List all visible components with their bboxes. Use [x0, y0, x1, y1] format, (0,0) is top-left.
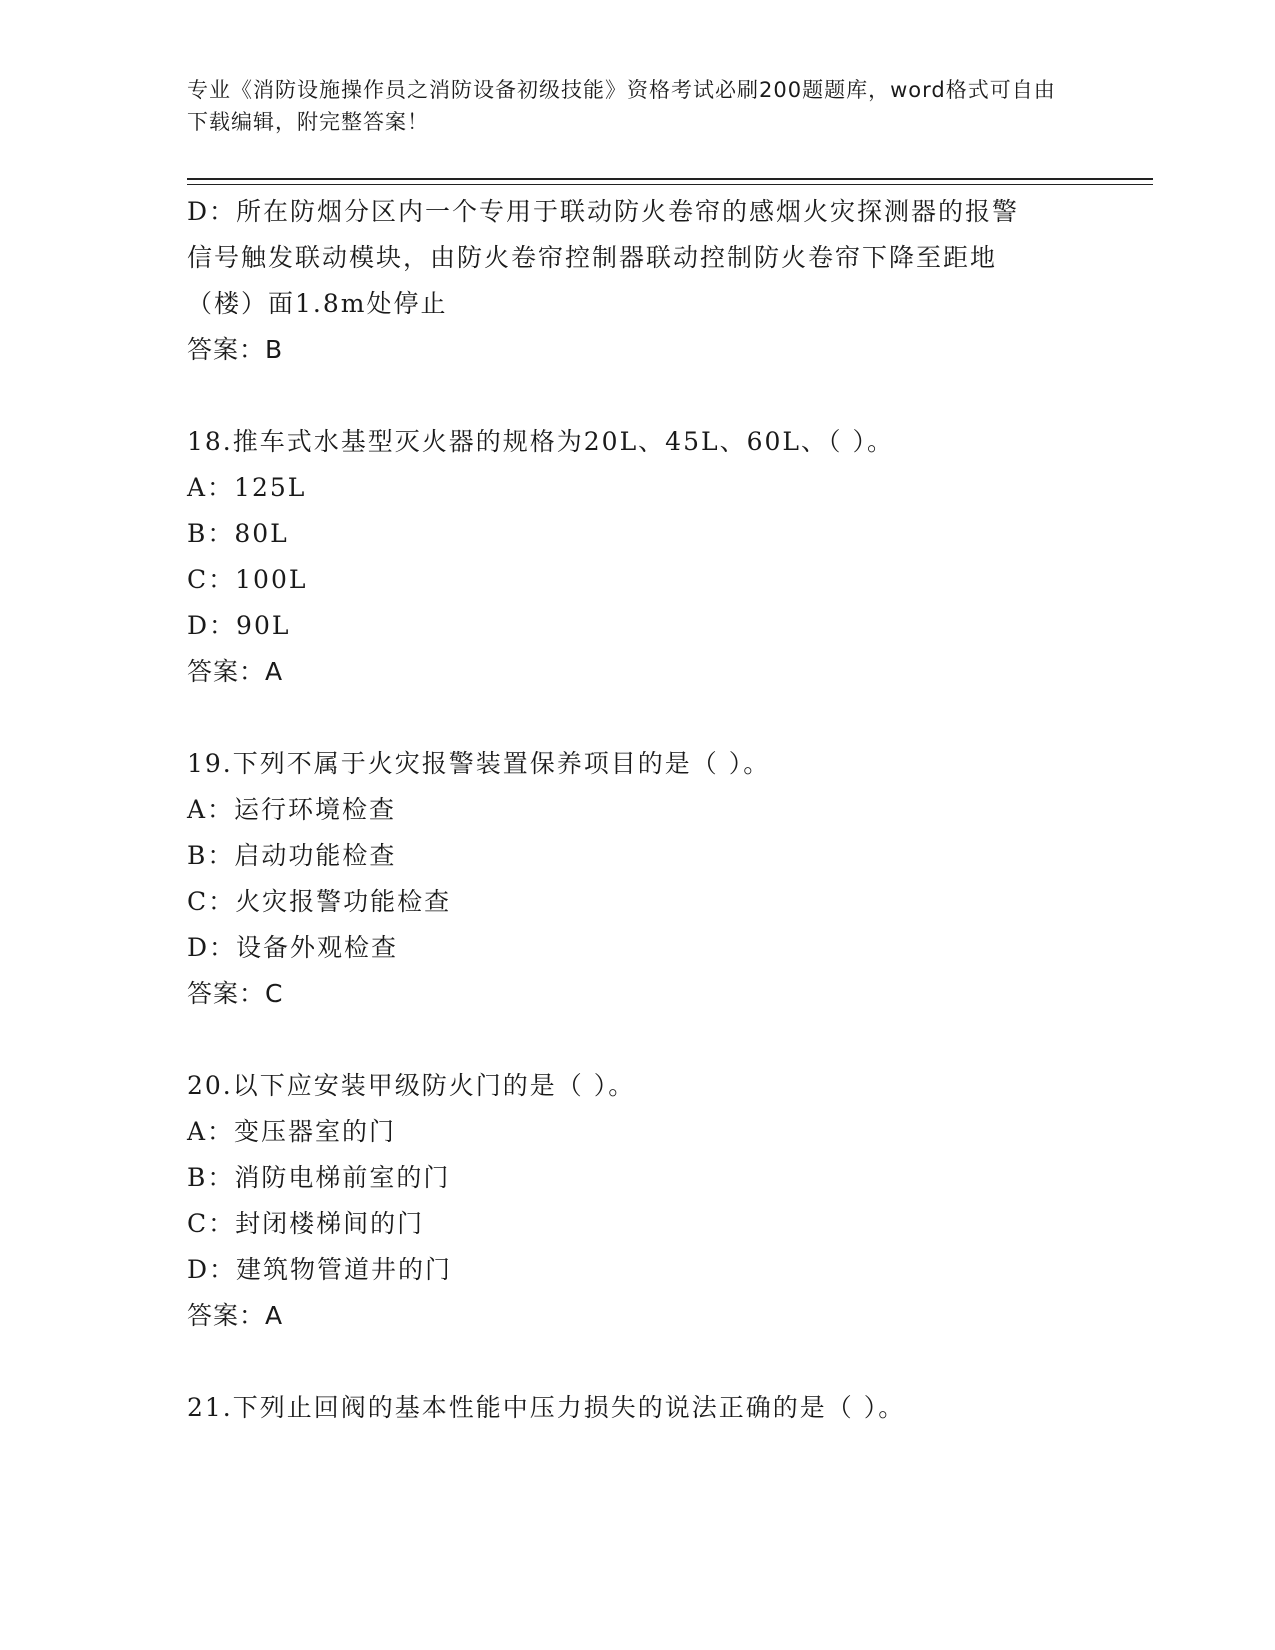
answer-20: 答案：A — [187, 1301, 284, 1330]
question-20-option-a: A：变压器室的门 — [187, 1117, 397, 1146]
question-20-option-d: D：建筑物管道井的门 — [187, 1255, 453, 1284]
question-20-option-b: B：消防电梯前室的门 — [187, 1163, 451, 1192]
option-d-line-1: D：所在防烟分区内一个专用于联动防火卷帘的感烟火灾探测器的报警 — [187, 197, 1020, 226]
question-18-option-c: C：100L — [187, 565, 308, 594]
question-18-option-b: B：80L — [187, 519, 289, 548]
header-rule-thin — [187, 184, 1153, 185]
question-19-option-b: B：启动功能检查 — [187, 841, 397, 870]
answer-18: 答案：A — [187, 657, 284, 686]
question-19-option-c: C：火灾报警功能检查 — [187, 887, 452, 916]
question-20-option-c: C：封闭楼梯间的门 — [187, 1209, 425, 1238]
question-18-stem: 18.推车式水基型灭火器的规格为20L、45L、60L、（ ）。 — [187, 427, 894, 456]
question-19-option-d: D：设备外观检查 — [187, 933, 399, 962]
answer-17: 答案：B — [187, 335, 284, 364]
question-18-option-d: D：90L — [187, 611, 291, 640]
question-18-option-a: A：125L — [187, 473, 307, 502]
answer-19: 答案：C — [187, 979, 284, 1008]
question-20-stem: 20.以下应安装甲级防火门的是（ ）。 — [187, 1071, 636, 1100]
header-rule-thick — [187, 178, 1153, 180]
option-d-line-3: （楼）面1.8m处停止 — [187, 289, 448, 318]
question-content — [187, 189, 1087, 1431]
question-19-stem: 19.下列不属于火灾报警装置保养项目的是（ ）。 — [187, 749, 771, 778]
document-header: 专业《消防设施操作员之消防设备初级技能》资格考试必刷200题题库，word格式可自由下载编辑，附完整答案！ — [187, 78, 1056, 134]
question-19-option-a: A：运行环境检查 — [187, 795, 397, 824]
option-d-line-2: 信号触发联动模块，由防火卷帘控制器联动控制防火卷帘下降至距地 — [187, 243, 998, 272]
question-21-stem: 21.下列止回阀的基本性能中压力损失的说法正确的是（ ）。 — [187, 1393, 906, 1422]
